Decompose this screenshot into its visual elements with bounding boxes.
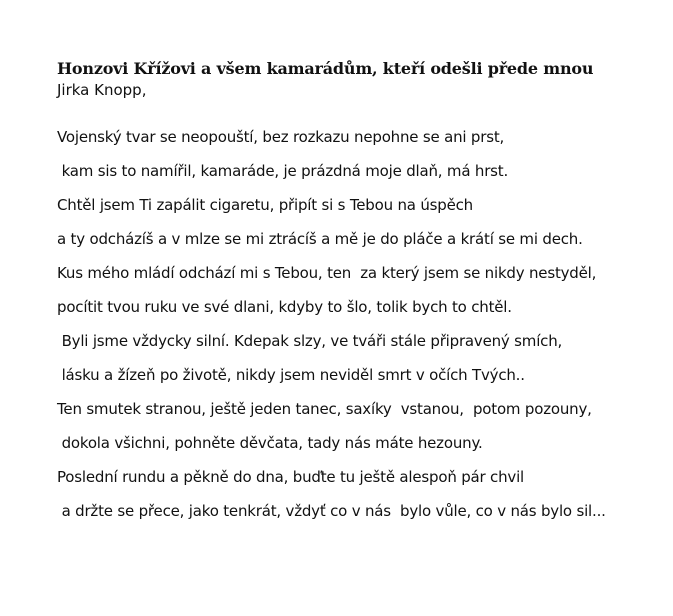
poem-line: a držte se přece, jako tenkrát, vždyť co v nás bylo vůle, co v nás bylo sil...: [57, 502, 606, 520]
poem-line: Vojenský tvar se neopouští, bez rozkazu nepohne se ani prst,: [57, 128, 505, 146]
poem-line: pocítit tvou ruku ve své dlani, kdyby to šlo, tolik bych to chtěl.: [57, 298, 512, 316]
document: [57, 58, 657, 528]
poem-line: dokola všichni, pohněte děvčata, tady nás máte hezouny.: [57, 434, 483, 452]
poem-line: Chtěl jsem Ti zapálit cigaretu, připít si s Tebou na úspěch: [57, 196, 473, 214]
poem-line: lásku a žízeň po životě, nikdy jsem neviděl smrt v očích Tvých..: [57, 366, 525, 384]
poem-line: Poslední rundu a pěkně do dna, buďte tu ještě alespoň pár chvil: [57, 468, 525, 486]
poem-line: Ten smutek stranou, ještě jeden tanec, saxíky vstanou, potom pozouny,: [57, 400, 592, 418]
poem-title: Honzovi Křížovi a všem kamarádům, kteří odešli přede mnou: [57, 59, 594, 78]
poem-line: Byli jsme vždycky silní. Kdepak slzy, ve tváři stále připravený smích,: [57, 332, 563, 350]
poem-body: [57, 120, 657, 528]
poem-line: a ty odcházíš a v mlze se mi ztrácíš a mě je do pláče a krátí se mi dech.: [57, 230, 583, 248]
poem-line: Kus mého mládí odchází mi s Tebou, ten za který jsem se nikdy nestyděl,: [57, 264, 597, 282]
poem-author: Jirka Knopp,: [57, 81, 147, 99]
poem-line: kam sis to namířil, kamaráde, je prázdná moje dlaň, má hrst.: [57, 162, 509, 180]
